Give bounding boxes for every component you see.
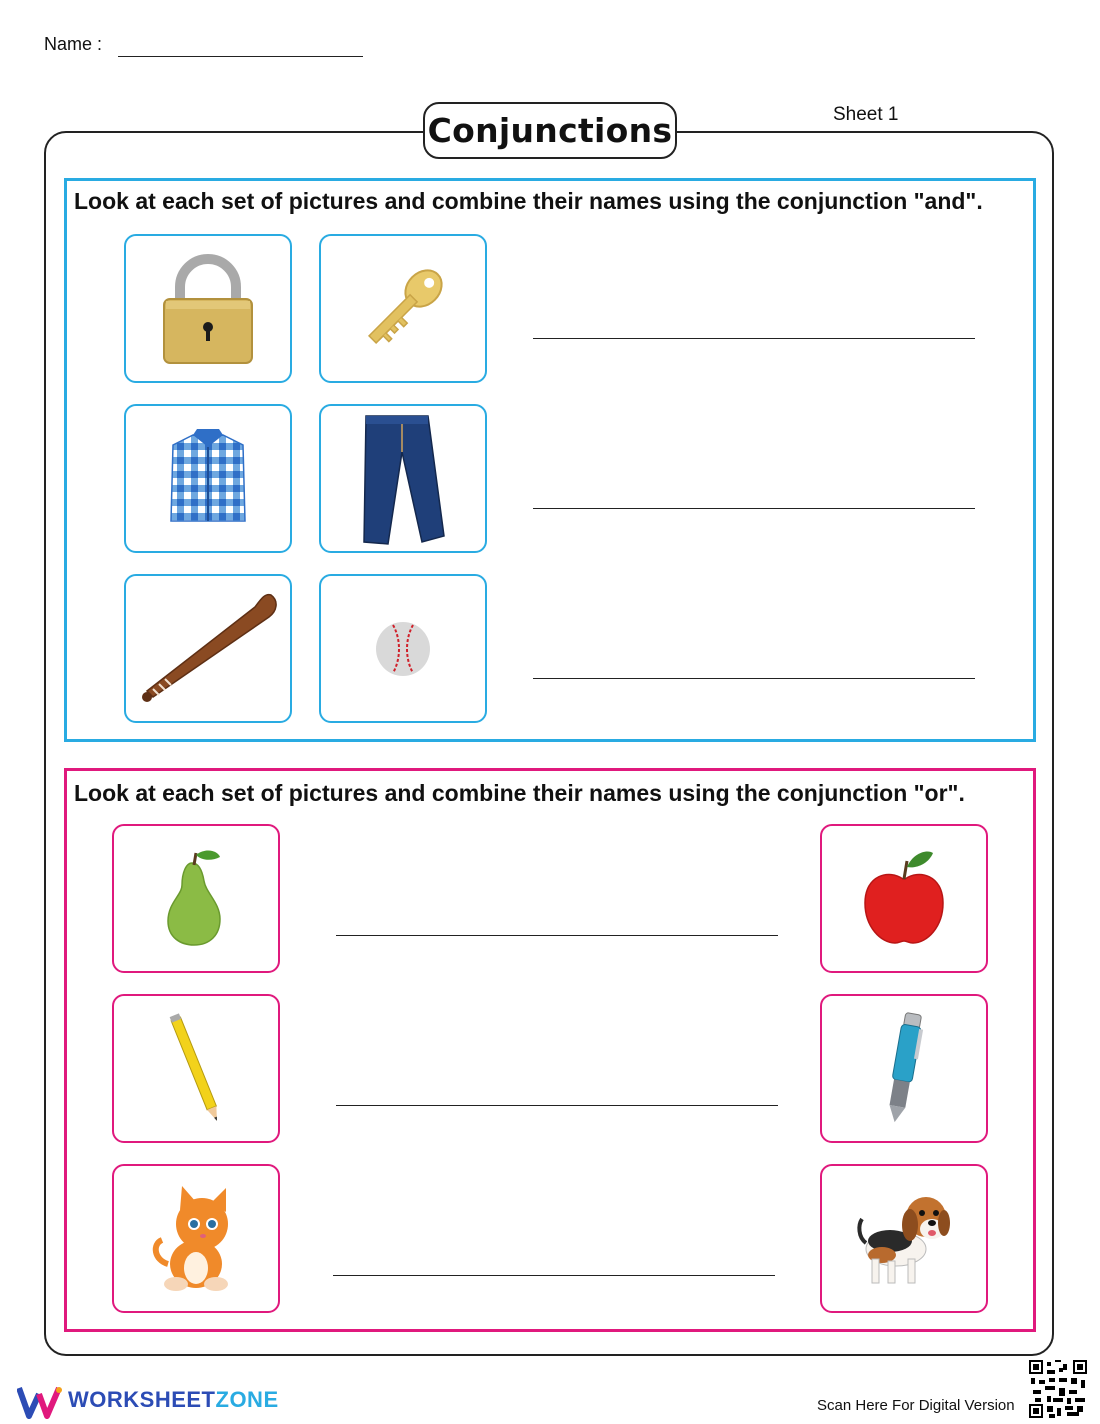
sheet-label: Sheet 1: [833, 104, 899, 125]
worksheetzone-logo-icon: [17, 1384, 63, 1420]
card-kitten: [112, 1164, 280, 1313]
pencil-icon: [161, 1009, 231, 1129]
card-baseball: [319, 574, 487, 723]
instruction-and: Look at each set of pictures and combine their names using the conjunction "and".: [74, 188, 983, 214]
card-pear: [112, 824, 280, 973]
card-key: [319, 234, 487, 383]
answer-line-or-3[interactable]: [333, 1275, 775, 1276]
scan-caption: Scan Here For Digital Version: [817, 1397, 1015, 1414]
puppy-icon: [854, 1189, 954, 1289]
key-icon: [348, 254, 458, 364]
pear-icon: [156, 849, 236, 949]
qr-code-icon[interactable]: [1029, 1360, 1087, 1418]
card-jeans: [319, 404, 487, 553]
kitten-icon: [146, 1184, 246, 1294]
instruction-or: Look at each set of pictures and combine their names using the conjunction "or".: [74, 780, 965, 806]
card-pen: [820, 994, 988, 1143]
baseball-bat-icon: [133, 589, 283, 709]
answer-line-and-3[interactable]: [533, 678, 975, 679]
card-pencil: [112, 994, 280, 1143]
jeans-icon: [358, 412, 448, 546]
answer-line-and-2[interactable]: [533, 508, 975, 509]
card-bat: [124, 574, 292, 723]
answer-line-and-1[interactable]: [533, 338, 975, 339]
brand-logo-part1: WORKSHEET: [68, 1387, 216, 1412]
answer-line-or-1[interactable]: [336, 935, 778, 936]
card-shirt: [124, 404, 292, 553]
name-answer-line[interactable]: [118, 56, 363, 57]
checkered-shirt-icon: [163, 429, 253, 529]
pen-icon: [874, 1009, 934, 1129]
baseball-icon: [373, 619, 433, 679]
brand-logo-part2: ZONE: [215, 1387, 279, 1412]
padlock-icon: [158, 251, 258, 367]
name-label: Name :: [44, 34, 103, 54]
brand-logo: [68, 1387, 279, 1413]
answer-line-or-2[interactable]: [336, 1105, 778, 1106]
card-padlock: [124, 234, 292, 383]
card-apple: [820, 824, 988, 973]
card-puppy: [820, 1164, 988, 1313]
apple-icon: [859, 849, 949, 949]
page-title: Conjunctions: [423, 102, 677, 159]
